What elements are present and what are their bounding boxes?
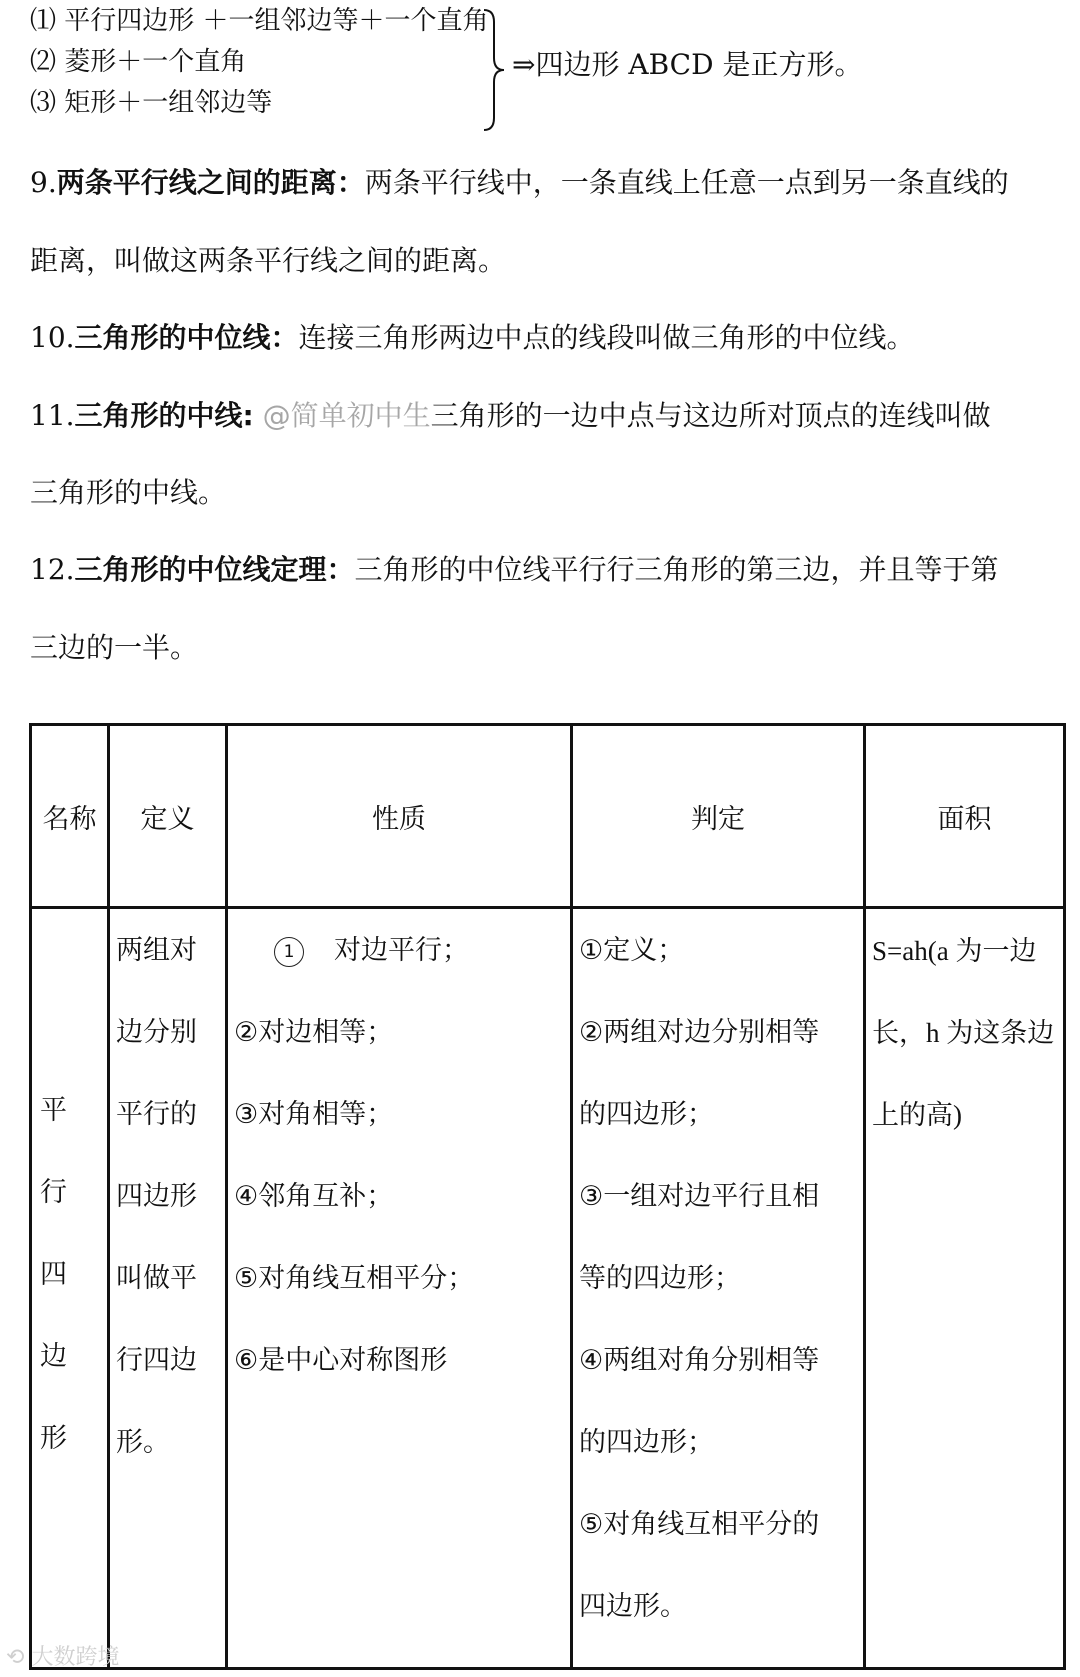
definition-line: 边分别 [116, 1017, 197, 1048]
definition-line: 两组对 [116, 935, 197, 966]
definition-line: 形。 [116, 1427, 170, 1458]
name-char: 边 [40, 1341, 67, 1372]
circled-number-icon: 1 [274, 937, 304, 967]
name-char: 平 [40, 1095, 67, 1126]
section-text: 三角形的中位线平行行三角形的第三边，并且等于第 [354, 553, 999, 586]
watermark-text: @简单初中生 [262, 399, 431, 432]
cell-definition [109, 908, 227, 1669]
header-area: 面积 [865, 725, 1065, 908]
table-header-row [31, 725, 1065, 908]
name-char: 四 [40, 1259, 67, 1290]
square-conclusion: ⇒四边形 ABCD 是正方形。 [512, 48, 863, 81]
parallelogram-table [29, 723, 1066, 1670]
section-number: 9. [30, 166, 57, 199]
site-logo [6, 1640, 119, 1671]
judgement-line: 四边形。 [579, 1591, 687, 1622]
judgement-line: 等的四边形； [579, 1263, 741, 1294]
judgement-line: ⑤对角线互相平分的 [579, 1509, 820, 1540]
area-line: 长，h 为这条边 [872, 1018, 1055, 1048]
property-line: ⑥是中心对称图形 [234, 1345, 448, 1376]
property-line: ②对边相等； [234, 1017, 394, 1048]
name-char: 形 [40, 1423, 67, 1454]
section-term: 两条平行线之间的距离： [56, 166, 365, 199]
section-term: 三角形的中位线： [74, 321, 299, 354]
header-judgement: 判定 [572, 725, 865, 908]
section-number: 12. [30, 553, 75, 586]
cell-area [865, 908, 1065, 1669]
header-properties: 性质 [227, 725, 572, 908]
judgement-line: 的四边形； [579, 1099, 714, 1130]
section-term: 三角形的中线: [74, 399, 254, 432]
property-text: 对边平行； [334, 935, 469, 966]
condition-line-2: ⑵ 菱形＋一个直角 [30, 47, 247, 77]
cell-name [31, 908, 109, 1669]
judgement-line: ①定义； [579, 935, 685, 966]
condition-line-3: ⑶ 矩形＋一组邻边等 [30, 88, 273, 118]
definition-line: 四边形 [116, 1181, 197, 1212]
definition-line: 叫做平 [116, 1263, 197, 1294]
area-line: 上的高) [872, 1100, 962, 1130]
name-char: 行 [40, 1177, 67, 1208]
right-brace [482, 8, 512, 132]
section-9-line-2: 距离，叫做这两条平行线之间的距离。 [30, 244, 507, 277]
property-line: ④邻角互补； [234, 1181, 394, 1212]
section-11-line-2: 三角形的中线。 [30, 476, 227, 509]
judgement-line: ③一组对边平行且相 [579, 1181, 820, 1212]
section-12-line-1 [30, 553, 999, 587]
logo-icon: ⟲ [6, 1645, 32, 1670]
section-term: 三角形的中位线定理： [74, 553, 355, 586]
cell-properties [227, 908, 572, 1669]
section-text: 三角形的一边中点与这边所对顶点的连线叫做 [430, 399, 991, 432]
header-name: 名称 [31, 725, 109, 908]
property-line [234, 929, 570, 1011]
section-10-line-1 [30, 321, 915, 355]
definition-line: 行四边 [116, 1345, 197, 1376]
logo-text: 大数跨境 [31, 1645, 120, 1670]
property-line: ③对角相等； [234, 1099, 394, 1130]
judgement-line: ②两组对边分别相等 [579, 1017, 820, 1048]
judgement-line: 的四边形； [579, 1427, 714, 1458]
section-text: 两条平行线中，一条直线上任意一点到另一条直线的 [364, 166, 1009, 199]
section-number: 10. [30, 321, 75, 354]
section-12-line-2: 三边的一半。 [30, 631, 199, 664]
section-number: 11. [30, 399, 75, 432]
section-11-line-1 [30, 399, 991, 433]
header-definition: 定义 [109, 725, 227, 908]
judgement-line: ④两组对角分别相等 [579, 1345, 820, 1376]
condition-line-1: ⑴ 平行四边形 ＋一组邻边等＋一个直角 [30, 6, 489, 36]
property-line: ⑤对角线互相平分； [234, 1263, 475, 1294]
section-text: 连接三角形两边中点的线段叫做三角形的中位线。 [298, 321, 915, 354]
cell-judgement [572, 908, 865, 1669]
definition-line: 平行的 [116, 1099, 197, 1130]
area-line: S=ah(a 为一边 [872, 936, 1037, 966]
section-9-line-1 [30, 166, 1009, 200]
table-row [31, 908, 1065, 1669]
